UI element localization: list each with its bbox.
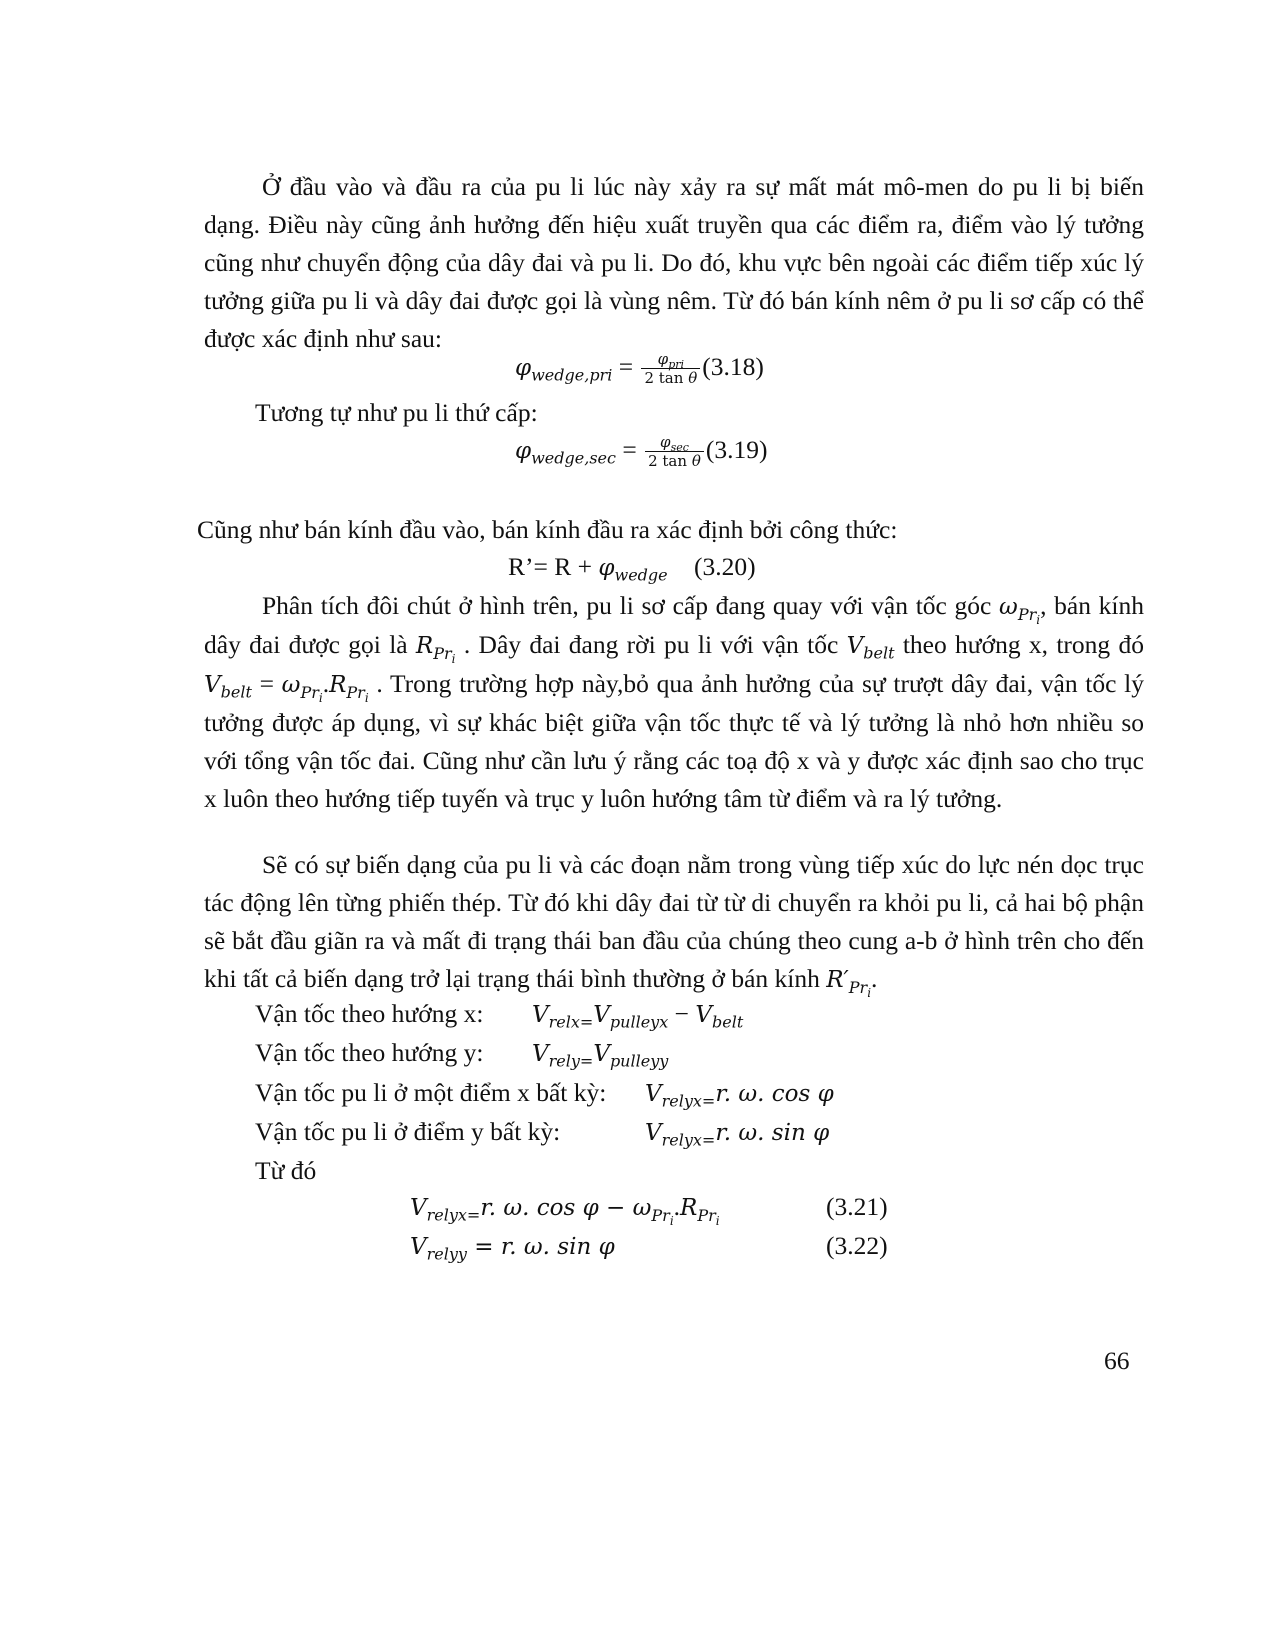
equation-3-19: $\varphi_{wedge,sec}$ = $\frac{\varphi_{sec}}{\text{2 tan θ}}$ (3.19) [515,433,768,471]
equation-label: (3.18) [702,352,764,381]
paragraph-output-radius: Cũng như bán kính đầu vào, bán kính đầu ra xác định bởi công thức: [197,515,898,544]
equation-label: (3.21) [826,1192,888,1221]
equation-3-20: R’= $R + \varphi_{wedge}$ (3.20) [508,552,756,585]
fraction: $\frac{\varphi_{sec}}{\text{2 tan θ}}$ [645,433,704,471]
text-since: Từ đó [255,1156,317,1185]
fraction: $\frac{\varphi_{pri}}{\text{2 tan θ}}$ [641,350,700,388]
velocity-pulley-y: Vận tốc pu li ở điểm y bất kỳ: $V_{relyx=}r$. ω. sin φ [255,1117,830,1150]
equation-label: (3.22) [826,1231,888,1260]
equation-label: (3.19) [705,435,768,464]
velocity-pulley-x: Vận tốc pu li ở một điểm x bất kỳ: $V_{relyx=}r$. ω. cos φ [255,1078,834,1111]
velocity-line-x: Vận tốc theo hướng x: $V_{relx=}V_{pulleyx} - V_{belt}$ [255,999,744,1032]
equation-3-21: $V_{relyx=}r$. ω. $\cos \varphi - \omega_{Pr_i}.R_{Pr_i}$ (3.21) [410,1192,888,1228]
paragraph-deformation: Sẽ có sự biến dạng của pu li và các đoạn nằm trong vùng tiếp xúc do lực nén dọc trục tác động lên từng phiến thép. Từ đó khi dây đai từ từ di chuyển ra khỏi pu li, cả hai bộ phận sẽ bắt đầu giãn ra và mất đi trạng thái ban đầu của chúng theo cung a-b ở hình trên cho đến khi tất cả biến dạng trở lại trạng thái bình thường ở bán kính $R'_{Pr_i}$. [204,850,1144,1000]
equation-3-22: $V_{relyy} = r$. ω. sin φ (3.22) [410,1231,888,1264]
equation-3-18: $\varphi_{wedge,pri}$ = $\frac{\varphi_{pri}}{\text{2 tan θ}}$ (3.18) [515,350,764,388]
paragraph-analysis: Phân tích đôi chút ở hình trên, pu li sơ cấp đang quay với vận tốc góc $\omega_{Pr_i}$, bán kính dây đai được gọi là $R_{Pr_i}$ . Dây đai đang rời pu li với vận tốc $V_{belt}$ theo hướng x, trong đó $V_{belt} = \omega_{Pr_i}.R_{Pr_i}$ . Trong trường hợp này,bỏ qua ảnh hưởng của sự trượt dây đai, vận tốc lý tưởng được áp dụng, vì sự khác biệt giữa vận tốc thực tế và lý tưởng là nhỏ hơn nhiều so với tổng vận tốc đai. Cũng như cần lưu ý rằng các toạ độ x và y được xác định sao cho trục x luôn theo hướng tiếp tuyến và trục y luôn hướng tâm từ điểm và ra lý tưởng. [204,591,1144,813]
page-number: 66 [1104,1346,1130,1375]
equation-label: (3.20) [694,552,756,581]
velocity-line-y: Vận tốc theo hướng y: $V_{rely=}V_{pulleyy}$ [255,1038,669,1071]
paragraph-wedge-region: Ở đầu vào và đầu ra của pu li lúc này xảy ra sự mất mát mô-men do pu li bị biến dạng. Điều này cũng ảnh hưởng đến hiệu xuất truyền qua các điểm ra, điểm vào lý tưởng cũng như chuyển động của dây đai và pu li. Do đó, khu vực bên ngoài các điểm tiếp xúc lý tưởng giữa pu li và dây đai được gọi là vùng nêm. Từ đó bán kính nêm ở pu li sơ cấp có thể được xác định như sau: [204,172,1144,353]
text-similar-secondary: Tương tự như pu li thứ cấp: [255,398,538,427]
